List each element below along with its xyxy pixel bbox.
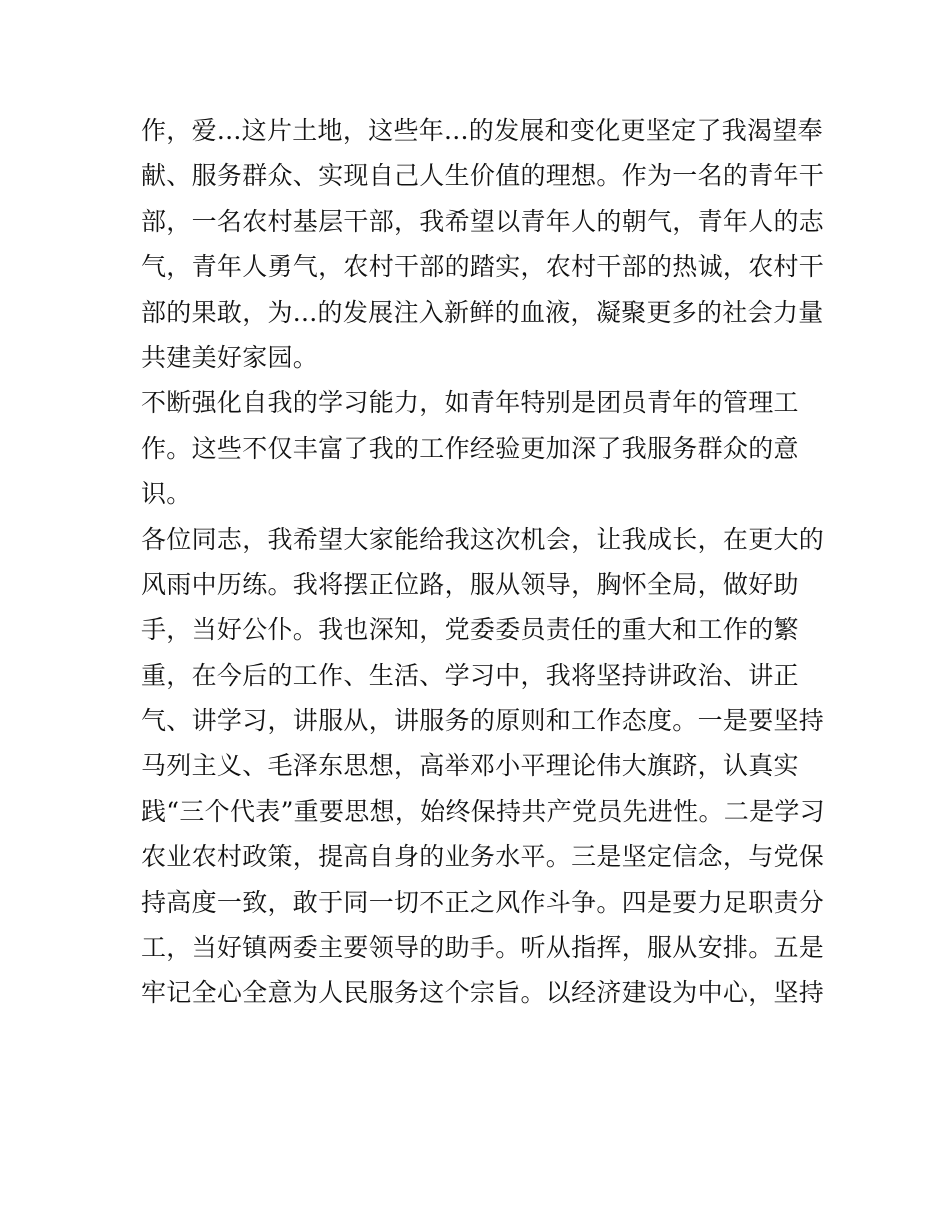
text-line: 各位同志，我希望大家能给我这次机会，让我成长，在更大的 bbox=[141, 524, 825, 554]
text-line: 作，爱...这片土地，这些年...的发展和变化更坚定了我渴望奉 bbox=[141, 116, 823, 145]
text-line: 重，在今后的工作、生活、学习中，我将坚持讲政治、讲正 bbox=[141, 660, 799, 690]
text-line: 共建美好家园。 bbox=[141, 342, 319, 372]
text-line: 不断强化自我的学习能力，如青年特别是团员青年的管理工 bbox=[141, 388, 799, 418]
text-line: 风雨中历练。我将摆正位路，服从领导，胸怀全局，做好助 bbox=[141, 569, 799, 599]
text-line: 气、讲学习，讲服从，讲服务的原则和工作态度。一是要坚持 bbox=[141, 706, 825, 736]
text-line: 工，当好镇两委主要领导的助手。听从指挥，服从安排。五是 bbox=[141, 933, 825, 963]
text-line: 气，青年人勇气，农村干部的踏实，农村干部的热诚，农村干 bbox=[141, 252, 825, 282]
text-line: 作。这些不仅丰富了我的工作经验更加深了我服务群众的意 bbox=[141, 433, 799, 463]
text-line: 牢记全心全意为人民服务这个宗旨。以经济建设为中心，坚持 bbox=[141, 978, 825, 1008]
text-line: 献、服务群众、实现自己人生价值的理想。作为一名的青年干 bbox=[141, 161, 825, 191]
text-line: 持高度一致，敢于同一切不正之风作斗争。四是要力足职责分 bbox=[141, 887, 825, 917]
text-line: 部，一名农村基层干部，我希望以青年人的朝气，青年人的志 bbox=[141, 206, 825, 236]
text-line: 践“三个代表”重要思想，始终保持共产党员先进性。二是学习 bbox=[141, 796, 825, 826]
body-text bbox=[141, 108, 825, 1016]
text-line: 手，当好公仆。我也深知，党委委员责任的重大和工作的繁 bbox=[141, 615, 799, 645]
text-line: 部的果敢，为...的发展注入新鲜的血液，凝聚更多的社会力量 bbox=[141, 297, 824, 327]
text-line: 农业农村政策，提高自身的业务水平。三是坚定信念，与党保 bbox=[141, 842, 825, 872]
text-line: 识。 bbox=[141, 479, 192, 509]
text-line: 马列主义、毛泽东思想，高举邓小平理论伟大旗跻，认真实 bbox=[141, 751, 799, 781]
